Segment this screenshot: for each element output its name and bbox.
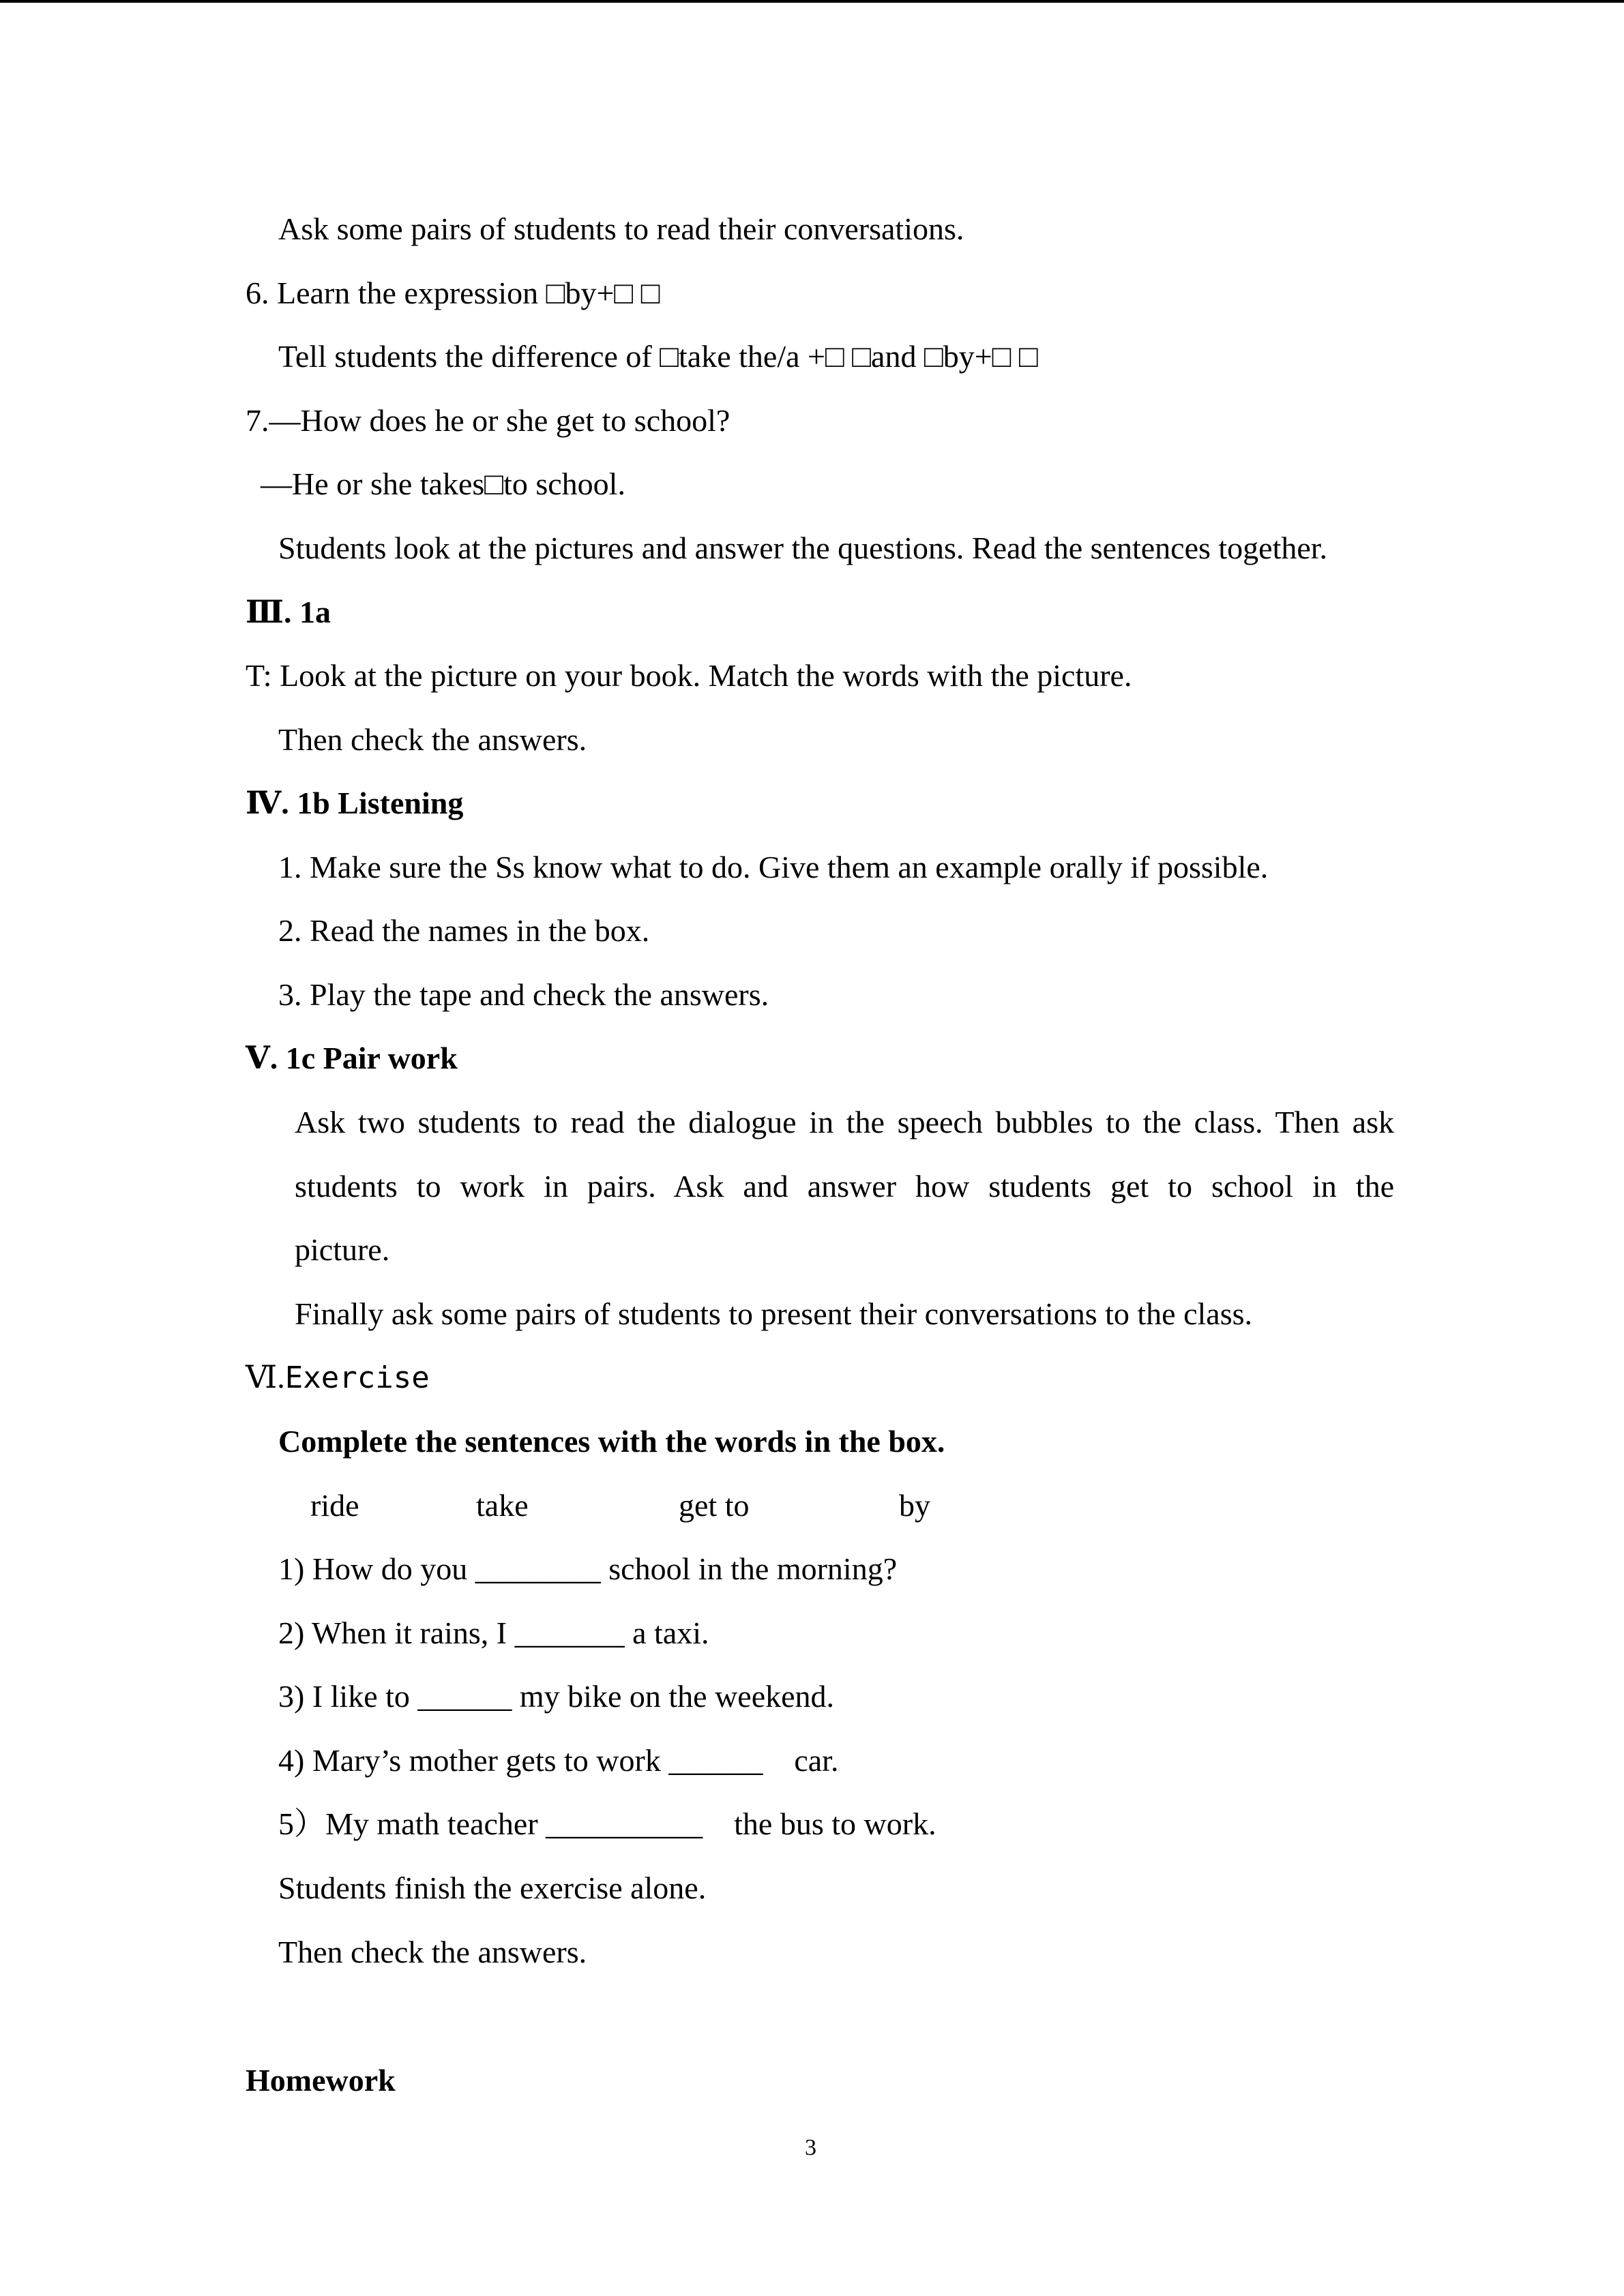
step-7-answer: —He or she takes□to school. xyxy=(261,466,625,501)
text-line: Then check the answers. xyxy=(278,1935,587,1969)
exercise-question: 4) Mary’s mother gets to work ______ car. xyxy=(278,1743,839,1778)
step-6-line: 6. Learn the expression □by+□ □ xyxy=(246,275,660,310)
list-item: 1. Make sure the Ss know what to do. Give them an example orally if possible. xyxy=(278,850,1269,884)
word-bank-item: by xyxy=(899,1488,930,1523)
homework-heading: Homework xyxy=(246,2063,396,2098)
exercise-question: 5）My math teacher __________ the bus to work. xyxy=(278,1806,936,1841)
section-heading-6 xyxy=(246,1358,430,1397)
text-line: Students look at the pictures and answer the questions. Read the sentences together. xyxy=(278,531,1328,565)
paragraph-line: students to work in pairs. Ask and answer how students get to school in the xyxy=(295,1169,1394,1204)
section-heading-4: Ⅳ. 1b Listening xyxy=(246,786,464,820)
text-line: Tell students the difference of □take the/a +□ □and □by+□ □ xyxy=(278,339,1038,374)
section-number: Ⅵ. xyxy=(246,1360,285,1395)
word-bank-item: ride xyxy=(310,1488,359,1523)
list-item: 2. Read the names in the box. xyxy=(278,913,650,948)
exercise-question: 3) I like to ______ my bike on the weekend. xyxy=(278,1679,835,1714)
paragraph-line: Finally ask some pairs of students to present their conversations to the class. xyxy=(295,1296,1253,1331)
text-line: Ask some pairs of students to read their conversations. xyxy=(278,211,964,246)
exercise-question: 1) How do you ________ school in the morning? xyxy=(278,1551,898,1586)
top-border xyxy=(0,0,1624,3)
list-item: 3. Play the tape and check the answers. xyxy=(278,977,769,1012)
text-line: Students finish the exercise alone. xyxy=(278,1870,707,1905)
section-title: Exercise xyxy=(284,1360,430,1395)
text-line: Then check the answers. xyxy=(278,722,587,757)
page-number: 3 xyxy=(805,2135,816,2160)
paragraph-line: picture. xyxy=(295,1232,390,1267)
step-7-question: 7.—How does he or she get to school? xyxy=(246,403,730,438)
text-line: T: Look at the picture on your book. Match the words with the picture. xyxy=(246,658,1132,693)
section-heading-3: Ⅲ. 1a xyxy=(246,595,331,629)
section-heading-5: Ⅴ. 1c Pair work xyxy=(246,1041,458,1075)
paragraph-line: Ask two students to read the dialogue in the speech bubbles to the class. Then ask xyxy=(295,1105,1394,1139)
exercise-instruction: Complete the sentences with the words in the box. xyxy=(278,1424,945,1459)
word-bank-item: take xyxy=(476,1488,529,1523)
exercise-question: 2) When it rains, I _______ a taxi. xyxy=(278,1615,709,1650)
word-bank-item: get to xyxy=(679,1488,750,1523)
